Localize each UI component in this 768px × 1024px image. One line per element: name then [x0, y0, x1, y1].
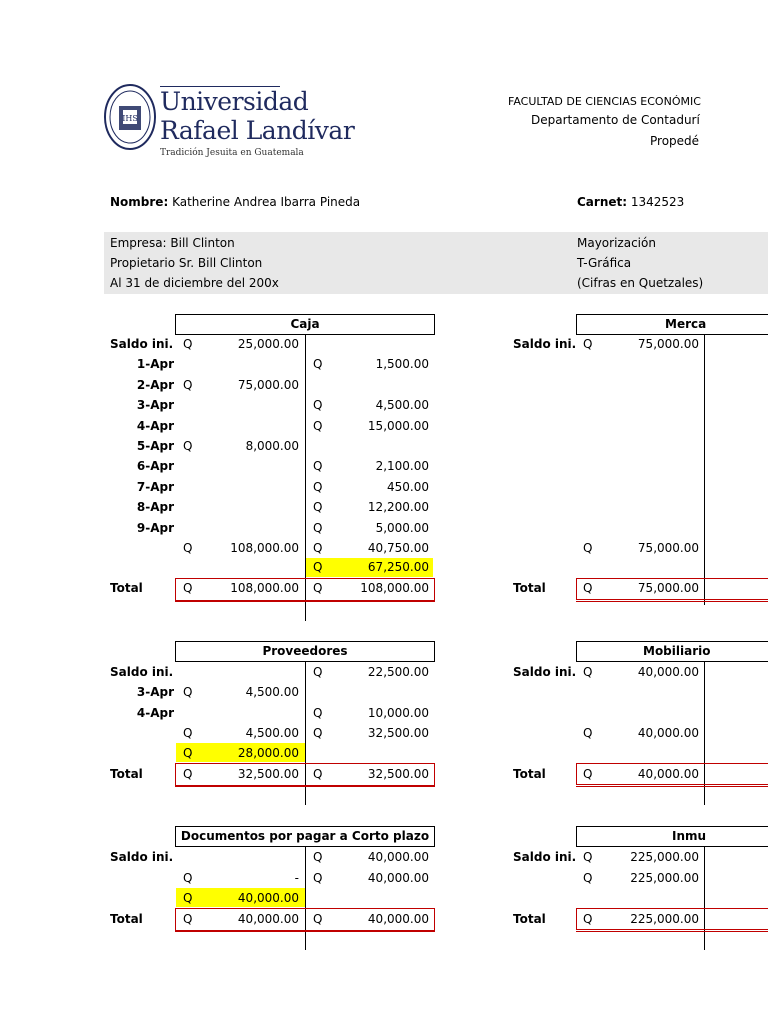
proveedores-row1-label: 3-Apr: [136, 685, 174, 699]
caja-row-debit: 75,000.00: [237, 378, 299, 392]
caja-row-label: 6-Apr: [136, 459, 174, 473]
mercaderias-total-underline: [576, 601, 768, 602]
mobiliario-saldo-q: Q: [583, 665, 593, 679]
proveedores-row1-q: Q: [183, 685, 193, 699]
documentos-balance: 40,000.00: [237, 891, 299, 905]
mercaderias-total: 75,000.00: [637, 581, 699, 595]
caja-row-label: 9-Apr: [136, 521, 174, 535]
empresa-text: Empresa: Bill Clinton: [110, 236, 235, 250]
caja-title: Caja: [175, 314, 435, 335]
caja-sum-debit: 108,000.00: [230, 541, 299, 555]
documentos-sum-q1: Q: [183, 871, 193, 885]
documentos-sum-q2: Q: [313, 871, 323, 885]
mercaderias-title: Merca: [576, 314, 768, 335]
caja-row-debit: 25,000.00: [237, 337, 299, 351]
caja-row-credit-q: Q: [313, 521, 323, 535]
caja-balance: 67,250.00: [367, 560, 429, 574]
mobiliario-total: 40,000.00: [637, 767, 699, 781]
caja-row-label: 5-Apr: [136, 439, 174, 453]
fecha-text: Al 31 de diciembre del 200x: [110, 276, 279, 290]
proveedores-row2-q: Q: [313, 706, 323, 720]
proveedores-sum-q1: Q: [183, 726, 193, 740]
proveedores-row1-debit: 4,500.00: [245, 685, 299, 699]
name-value: Katherine Andrea Ibarra Pineda: [172, 195, 361, 209]
caja-total-debit: 108,000.00: [230, 581, 299, 595]
inmuebles-total: 225,000.00: [630, 912, 699, 926]
faculty-title: FACULTAD DE CIENCIAS ECONÓMIC: [508, 95, 701, 108]
documentos-total-underline: [175, 931, 435, 932]
proveedores-title: Proveedores: [175, 641, 435, 662]
caja-row-credit-q: Q: [313, 398, 323, 412]
propietario-text: Propietario Sr. Bill Clinton: [110, 256, 263, 270]
student-name: [110, 195, 360, 209]
caja-row-label: 7-Apr: [136, 480, 174, 494]
student-carnet: [577, 195, 684, 209]
caja-row-label: 1-Apr: [136, 357, 174, 371]
mercaderias-sum: 75,000.00: [637, 541, 699, 555]
documentos-sum-debit: -: [294, 871, 299, 885]
caja-total-q1: Q: [183, 581, 193, 595]
proveedores-balance-q: Q: [183, 746, 193, 760]
caja-row-debit-q: Q: [183, 337, 193, 351]
caja-sum-q2: Q: [313, 541, 323, 555]
caja-row-credit-q: Q: [313, 480, 323, 494]
proveedores-sum-q2: Q: [313, 726, 323, 740]
caja-row-label: Saldo ini.: [110, 337, 174, 351]
mobiliario-total-left: [576, 763, 577, 785]
inmuebles-total-q: Q: [583, 912, 593, 926]
proveedores-sum-credit: 32,500.00: [367, 726, 429, 740]
tgrafica-text: T-Gráfica: [577, 256, 632, 270]
proveedores-total-q2: Q: [313, 767, 323, 781]
caja-total-q2: Q: [313, 581, 323, 595]
caja-row-credit-q: Q: [313, 357, 323, 371]
university-name-line2: Rafael Landívar: [160, 116, 355, 145]
documentos-total-q1: Q: [183, 912, 193, 926]
mobiliario-title: Mobiliario: [576, 641, 768, 662]
caja-total-label: Total: [110, 581, 143, 595]
mercaderias-divider: [704, 335, 705, 605]
mobiliario-total-underline: [576, 786, 768, 787]
documentos-total-credit: 40,000.00: [367, 912, 429, 926]
mercaderias-total-bottomline: [576, 599, 768, 600]
caja-row-label: 8-Apr: [136, 500, 174, 514]
carnet-value: 1342523: [630, 195, 685, 209]
mercaderias-saldo-label: Saldo ini.: [513, 337, 577, 351]
mobiliario-sum: 40,000.00: [637, 726, 699, 740]
documentos-balance-q: Q: [183, 891, 193, 905]
logo-rule: [160, 86, 280, 87]
inmuebles-total-bottomline: [576, 929, 768, 930]
caja-row-label: 2-Apr: [136, 378, 174, 392]
proveedores-total-underline: [175, 786, 435, 787]
mobiliario-saldo-label: Saldo ini.: [513, 665, 577, 679]
svg-text:IHS: IHS: [122, 114, 138, 123]
caja-total-credit: 108,000.00: [360, 581, 429, 595]
mayorizacion-text: Mayorización: [577, 236, 656, 250]
caja-row-credit: 2,100.00: [375, 459, 429, 473]
caja-row-debit: 8,000.00: [245, 439, 299, 453]
proveedores-saldo-label: Saldo ini.: [110, 665, 174, 679]
documentos-title: Documentos por pagar a Corto plazo: [175, 826, 435, 847]
mercaderias-sum-q: Q: [583, 541, 593, 555]
inmuebles-saldo-q: Q: [583, 850, 593, 864]
documentos-total-q2: Q: [313, 912, 323, 926]
proveedores-saldo: 22,500.00: [367, 665, 429, 679]
inmuebles-divider: [704, 847, 705, 950]
caja-row-label: 3-Apr: [136, 398, 174, 412]
caja-row-credit-q: Q: [313, 419, 323, 433]
caja-sum-credit: 40,750.00: [367, 541, 429, 555]
mobiliario-total-label: Total: [513, 767, 546, 781]
proveedores-sum-debit: 4,500.00: [245, 726, 299, 740]
mobiliario-total-bottomline: [576, 784, 768, 785]
inmuebles-title: Inmu: [576, 826, 768, 847]
caja-row-credit-q: Q: [313, 459, 323, 473]
caja-row-debit-q: Q: [183, 378, 193, 392]
caja-row-credit-q: Q: [313, 500, 323, 514]
mobiliario-sum-q: Q: [583, 726, 593, 740]
proveedores-saldo-q: Q: [313, 665, 323, 679]
caja-total-underline: [175, 601, 435, 602]
course-title: Propedé: [650, 134, 700, 148]
documentos-divider: [305, 847, 306, 950]
name-label: Nombre:: [110, 195, 169, 209]
proveedores-total-label: Total: [110, 767, 143, 781]
documentos-sum-credit: 40,000.00: [367, 871, 429, 885]
documentos-saldo-q: Q: [313, 850, 323, 864]
university-tagline: Tradición Jesuita en Guatemala: [160, 148, 304, 158]
university-name-line1: Universidad: [160, 87, 309, 116]
proveedores-total-q1: Q: [183, 767, 193, 781]
proveedores-balance: 28,000.00: [237, 746, 299, 760]
caja-balance-q: Q: [313, 560, 323, 574]
proveedores-row2-label: 4-Apr: [136, 706, 174, 720]
inmuebles-saldo: 225,000.00: [630, 850, 699, 864]
inmuebles-total-left: [576, 908, 577, 930]
inmuebles-saldo-label: Saldo ini.: [513, 850, 577, 864]
proveedores-total-debit: 32,500.00: [237, 767, 299, 781]
caja-row-credit: 450.00: [387, 480, 429, 494]
caja-row-label: 4-Apr: [136, 419, 174, 433]
inmuebles-total-underline: [576, 931, 768, 932]
mercaderias-total-q: Q: [583, 581, 593, 595]
mercaderias-saldo: 75,000.00: [637, 337, 699, 351]
inmuebles-total-label: Total: [513, 912, 546, 926]
caja-row-credit: 1,500.00: [375, 357, 429, 371]
mobiliario-saldo: 40,000.00: [637, 665, 699, 679]
proveedores-total-credit: 32,500.00: [367, 767, 429, 781]
proveedores-row2-credit: 10,000.00: [367, 706, 429, 720]
caja-sum-q1: Q: [183, 541, 193, 555]
mercaderias-total-left: [576, 578, 577, 600]
caja-row-credit: 15,000.00: [367, 419, 429, 433]
carnet-label: Carnet:: [577, 195, 628, 209]
caja-row-credit: 4,500.00: [375, 398, 429, 412]
department-title: Departamento de Contadurí: [531, 113, 700, 127]
mobiliario-total-topline: [576, 763, 768, 764]
inmuebles-sum: 225,000.00: [630, 871, 699, 885]
mercaderias-total-label: Total: [513, 581, 546, 595]
documentos-saldo: 40,000.00: [367, 850, 429, 864]
cifras-text: (Cifras en Quetzales): [577, 276, 704, 290]
mobiliario-total-q: Q: [583, 767, 593, 781]
inmuebles-total-topline: [576, 908, 768, 909]
documentos-total-label: Total: [110, 912, 143, 926]
documentos-saldo-label: Saldo ini.: [110, 850, 174, 864]
caja-row-credit: 12,200.00: [367, 500, 429, 514]
mercaderias-saldo-q: Q: [583, 337, 593, 351]
documentos-total-debit: 40,000.00: [237, 912, 299, 926]
inmuebles-sum-q: Q: [583, 871, 593, 885]
caja-row-credit: 5,000.00: [375, 521, 429, 535]
mercaderias-total-topline: [576, 578, 768, 579]
caja-row-debit-q: Q: [183, 439, 193, 453]
